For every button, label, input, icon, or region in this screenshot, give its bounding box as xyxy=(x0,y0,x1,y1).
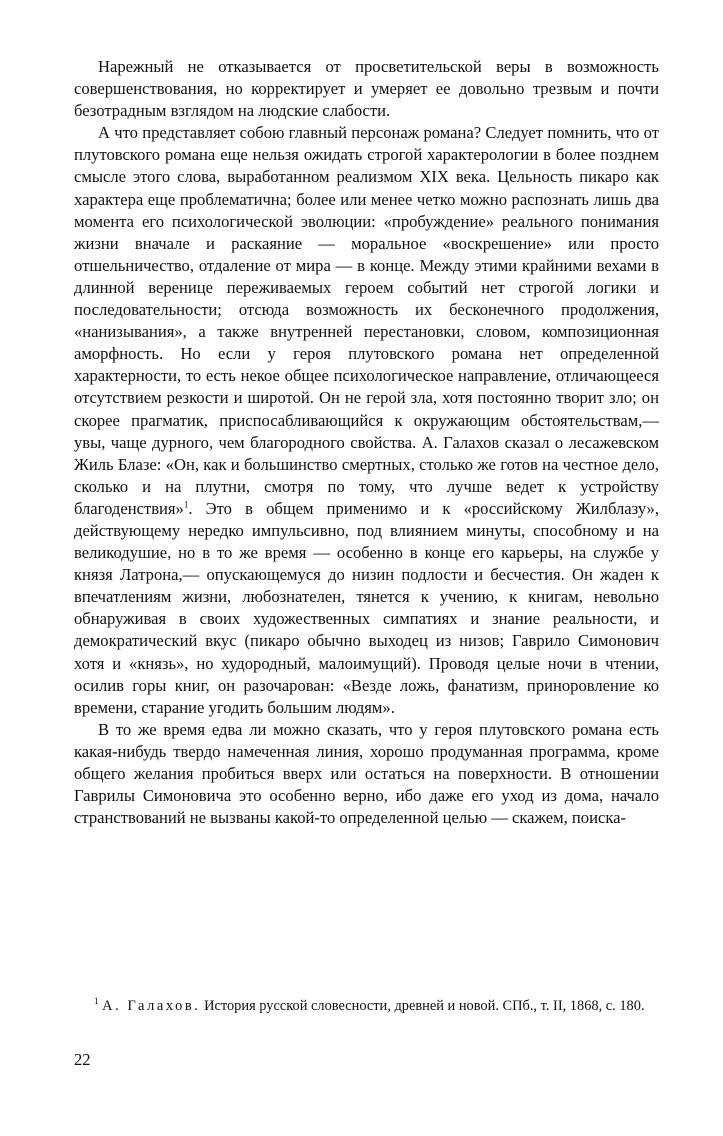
paragraph-3: В то же время едва ли можно сказать, что у героя плутовского романа есть какая-нибудь твердо намеченная линия, хорошо продуманная программа, кроме общего желания пробиться вверх или остаться на поверхности. В отношении Гаврилы Симоновича это особенно верно, ибо даже его уход из дома, начало странствований не вызваны какой-то определенной целью — скажем, поиска- xyxy=(74,719,659,828)
footnote-number: 1 xyxy=(94,996,99,1007)
page-number: 22 xyxy=(74,1050,91,1069)
main-text xyxy=(74,56,659,829)
paragraph-2-head: А что представляет собою главный персонаж романа? Следует помнить, что от плутовского романа еще нельзя ожидать строгой характерологии в более позднем смысле этого слова, выработанном реализмом XIX века. Цельность пикаро как характера еще проблематична; более или менее четко можно распознать лишь два момента его психологической эволюции: «пробуждение» реального понимания жизни вначале и раскаяние — моральное «воскрешение» или просто отшельничество, отдаление от мира — в конце. Между этими крайними вехами в длинной веренице переживаемых героем событий нет строгой логики и последовательности; отсюда возможность их бесконечного продолжения, «нанизывания», а также внутренней перестановки, словом, композиционная аморфность. Но если у героя плутовского романа нет определенной характерности, то есть некое общее психологическое направление, отличающееся отсутствием резкости и широтой. Он не герой зла, хотя постоянно творит зло; он скорее прагматик, приспосабливающийся к окружающим обстоятельствам,— увы, чаще дурного, чем благородного свойства. А. Галахов сказал о лесажевском Жиль Блазе: «Он, как и большинство смертных, столько же готов на честное дело, сколько и на плутни, смотря по тому, что лучше ведет к устройству благоденствия» xyxy=(74,123,659,518)
footnote-reference: 1 xyxy=(183,499,189,510)
footnote-author: А. Галахов. xyxy=(102,998,201,1014)
footnote xyxy=(74,996,659,1016)
paragraph-1: Нарежный не отказывается от просветительской веры в возможность совершенствования, но корректирует и умеряет ее довольно трезвым и почти безотрадным взглядом на людские слабости. xyxy=(74,57,659,121)
paragraph-2-tail: . Это в общем применимо и к «российскому Жилблазу», действующему нередко импульсивно, под влиянием минуты, способному и на великодушие, но в то же время — особенно в конце его карьеры, на службе у князя Латрона,— опускающемуся до низин подлости и бесчестия. Он жаден к впечатлениям жизни, любознателен, тянется к учению, к книгам, невольно обнаруживая в своих художественных симпатиях и знание реальности, и демократический вкус (пикаро обычно выходец из низов; Гаврило Симонович хотя и «князь», но худородный, малоимущий). Проводя целые ночи в чтении, осилив горы книг, он разочарован: «Везде ложь, фанатизм, принoровление ко времени, старание угодить большим людям». xyxy=(74,498,659,717)
page-content xyxy=(74,56,659,829)
footnote-text: История русской словесности, древней и новой. СПб., т. II, 1868, с. 180. xyxy=(200,998,645,1014)
footnote-entry xyxy=(74,996,659,1016)
paragraph-2 xyxy=(74,122,659,719)
